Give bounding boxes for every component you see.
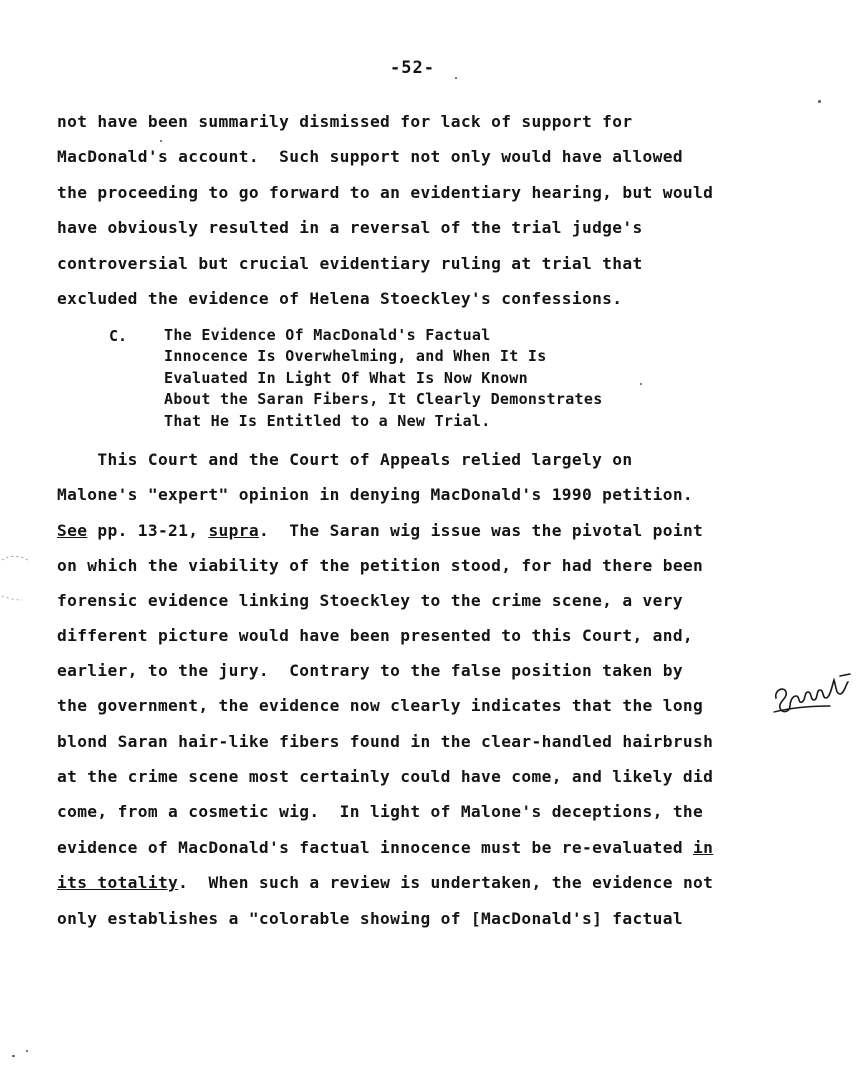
section-heading-line-4: About the Saran Fibers, It Clearly Demonstrates [164,390,603,408]
section-heading-letter: C. [109,327,128,345]
citation-see: See [57,521,88,540]
paragraph-2-line-13 [57,873,713,892]
paragraph-2-line-7: earlier, to the jury. Contrary to the false position taken by [57,661,683,680]
paragraph-2-line-9: blond Saran hair-like fibers found in the clear-handled hairbrush [57,732,714,751]
scan-speck [455,77,457,79]
scan-artifact-left-margin [0,548,40,608]
scan-speck [26,1050,28,1052]
paragraph-2-line-12 [57,838,713,857]
emphasis-in: in [693,838,714,857]
paragraph-1-line-6: excluded the evidence of Helena Stoeckley's confessions. [57,289,623,308]
citation-supra: supra [208,521,259,540]
scan-speck [12,1055,15,1057]
paragraph-1-line-5: controversial but crucial evidentiary ruling at trial that [57,254,643,273]
citation-pages: pp. 13-21, [87,521,209,540]
section-heading-line-5: That He Is Entitled to a New Trial. [164,412,491,430]
paragraph-2-line-3 [57,521,703,540]
section-heading-line-2: Innocence Is Overwhelming, and When It Is [164,347,547,365]
paragraph-2-line-6: different picture would have been presented to this Court, and, [57,626,694,645]
paragraph-1-line-3: the proceeding to go forward to an evidentiary hearing, but would [57,183,714,202]
paragraph-1-line-1: not have been summarily dismissed for lack of support for [57,112,633,131]
section-heading-line-3: Evaluated In Light Of What Is Now Known [164,369,528,387]
scan-speck [818,100,821,103]
paragraph-2-line-4: on which the viability of the petition stood, for had there been [57,556,704,575]
scan-speck [160,140,162,142]
paragraph-1-line-4: have obviously resulted in a reversal of the trial judge's [57,218,643,237]
paragraph-1-line-2: MacDonald's account. Such support not only would have allowed [57,147,683,166]
emphasis-its-totality: its totality [57,873,179,892]
paragraph-2-line-5: forensic evidence linking Stoeckley to the crime scene, a very [57,591,683,610]
page-number: -52- [390,58,435,78]
scan-speck [640,383,642,385]
line-12-start: evidence of MacDonald's factual innocence must be re-evaluated [57,838,694,857]
line-3-rest: . The Saran wig issue was the pivotal point [258,521,704,540]
handwritten-margin-signature [770,668,854,718]
paragraph-2-line-14: only establishes a "colorable showing of [MacDonald's] factual [57,909,683,928]
paragraph-2-line-2: Malone's "expert" opinion in denying MacDonald's 1990 petition. [57,485,694,504]
paragraph-2-line-1: This Court and the Court of Appeals relied largely on [57,450,633,469]
section-heading-line-1: The Evidence Of MacDonald's Factual [164,326,491,344]
line-13-rest: . When such a review is undertaken, the evidence not [178,873,714,892]
paragraph-2-line-10: at the crime scene most certainly could have come, and likely did [57,767,714,786]
paragraph-2-line-8: the government, the evidence now clearly indicates that the long [57,696,704,715]
paragraph-2-line-11: come, from a cosmetic wig. In light of Malone's deceptions, the [57,802,704,821]
